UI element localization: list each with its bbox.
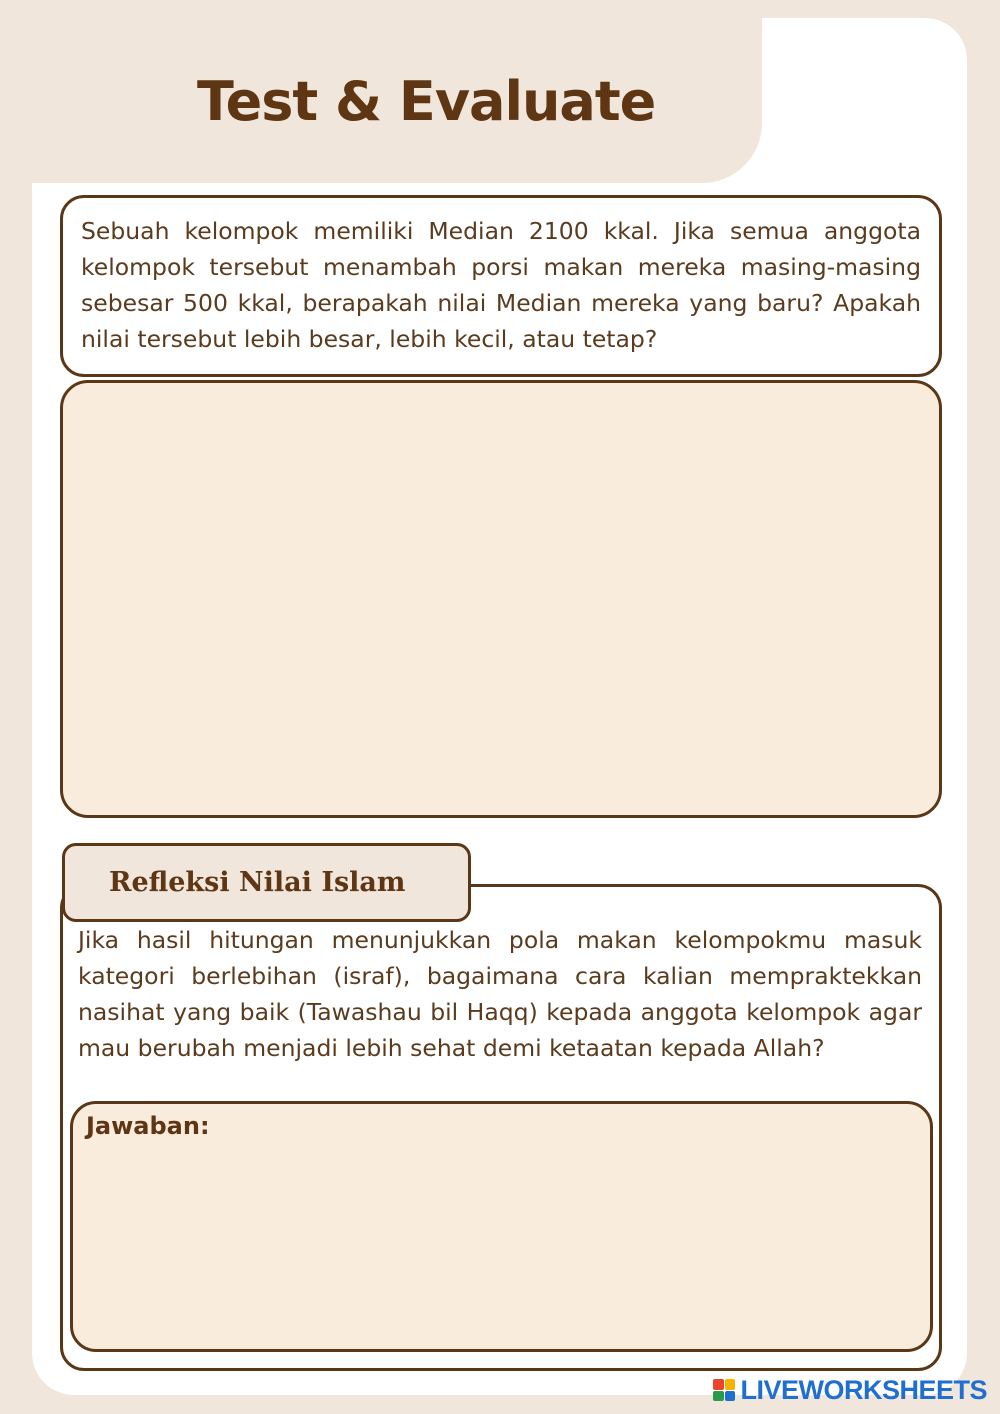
reflection-question <box>78 922 922 1066</box>
brand-name: LIVEWORKSHEETS <box>740 1374 987 1405</box>
liveworksheets-logo-icon <box>713 1379 735 1401</box>
logo-square-2 <box>725 1379 736 1390</box>
reflection-text: Jika hasil hitungan menunjukkan pola makan kelompokmu masuk kategori berlebihan (israf), bagaimana cara kalian mempraktekkan nasihat yang baik (Tawashau bil Haqq) kepada anggota kelompok agar mau berubah menjadi lebih sehat demi ketaatan kepada Allah? <box>78 926 922 1062</box>
reflection-heading-tab <box>62 843 471 922</box>
logo-square-4 <box>725 1391 736 1402</box>
brand-watermark <box>713 1373 987 1407</box>
reflection-heading: Refleksi Nilai Islam <box>109 867 406 898</box>
question-text: Sebuah kelompok memiliki Median 2100 kkal. Jika semua anggota kelompok tersebut menambah porsi makan mereka masing-masing sebesar 500 kkal, berapakah nilai Median mereka yang baru? Apakah nilai tersebut lebih besar, lebih kecil, atau tetap? <box>81 217 921 353</box>
logo-square-1 <box>713 1379 724 1390</box>
jawaban-label: Jawaban: <box>86 1112 210 1140</box>
page-title: Test & Evaluate <box>197 70 656 133</box>
logo-square-3 <box>713 1391 724 1402</box>
title-tab <box>32 18 762 183</box>
answer-input-area[interactable] <box>60 380 942 818</box>
question-box <box>60 195 942 377</box>
jawaban-input-area[interactable] <box>70 1101 933 1352</box>
